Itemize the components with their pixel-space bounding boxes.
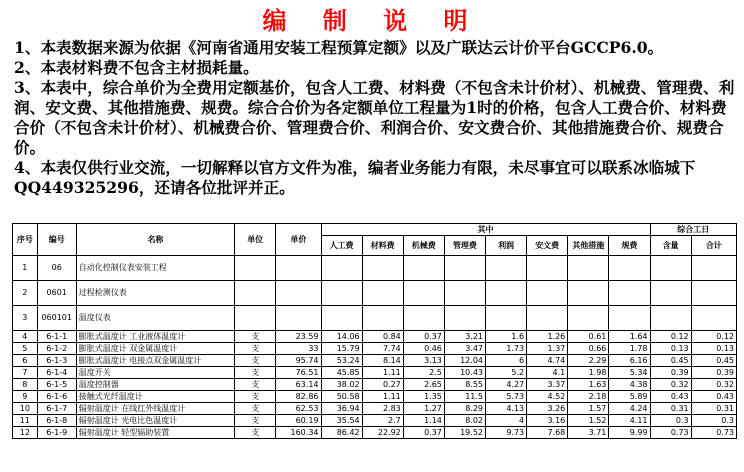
cell-management: 8.55 <box>444 379 485 391</box>
cell-unit <box>235 281 276 306</box>
cell-code: 6-1-6 <box>37 391 76 403</box>
table-row <box>13 415 737 427</box>
cell-unit: 支 <box>235 331 276 343</box>
col-quota-header: 含量 <box>650 236 691 256</box>
group-among-header: 其中 <box>321 224 650 236</box>
cell-safety: 1.37 <box>527 343 568 355</box>
cell-name: 温度开关 <box>76 367 234 379</box>
col-material-header: 材料费 <box>362 236 403 256</box>
cell-management <box>444 256 485 281</box>
cell-total: 0.39 <box>691 367 736 379</box>
cell-profit: 6 <box>486 355 527 367</box>
cell-name: 辐射温度计 在线红外线温度计 <box>76 403 234 415</box>
cell-material: 0.84 <box>362 331 403 343</box>
cell-seq: 2 <box>13 281 38 306</box>
cell-machine: 1.27 <box>403 403 444 415</box>
cell-other: 1.52 <box>568 415 609 427</box>
col-total-header: 合计 <box>691 236 736 256</box>
cell-other: 0.61 <box>568 331 609 343</box>
table-row <box>13 306 737 331</box>
cell-seq: 5 <box>13 343 38 355</box>
cell-safety: 7.68 <box>527 427 568 439</box>
page-title: 编 制 说 明 <box>262 6 482 35</box>
cell-material <box>362 281 403 306</box>
cell-code: 6-1-1 <box>37 331 76 343</box>
cell-fees <box>609 256 650 281</box>
col-profit-header: 利润 <box>486 236 527 256</box>
cell-unit: 支 <box>235 367 276 379</box>
cell-labor: 38.02 <box>321 379 362 391</box>
cell-material: 2.83 <box>362 403 403 415</box>
cell-code: 6-1-5 <box>37 379 76 391</box>
cell-quota: 0.3 <box>650 415 691 427</box>
cell-price <box>276 256 321 281</box>
note-3: 3、本表中，综合单价为全费用定额基价，包含人工费、材料费（不包含未计价材）、机械费、管理费、利润、安文费、其他措施费、规费。综合合价为各定额单位工程量为1时的价格，包含人工费合价、材料费合价（不包含未计价材）、机械费合价、管理费合价、利润合价、安文费合价、其他措施费合价、规费合价。 <box>14 78 735 157</box>
cell-total: 0.45 <box>691 355 736 367</box>
cell-code: 6-1-7 <box>37 403 76 415</box>
cell-material: 22.92 <box>362 427 403 439</box>
cell-material: 7.74 <box>362 343 403 355</box>
cell-safety: 3.16 <box>527 415 568 427</box>
cell-price: 76.51 <box>276 367 321 379</box>
cell-other: 1.98 <box>568 367 609 379</box>
table-row <box>13 427 737 439</box>
cell-unit: 支 <box>235 391 276 403</box>
cell-safety <box>527 256 568 281</box>
cell-quota <box>650 281 691 306</box>
cell-material <box>362 306 403 331</box>
cell-code: 060101 <box>37 306 76 331</box>
cell-total <box>691 256 736 281</box>
cell-quota: 0.32 <box>650 379 691 391</box>
col-labor-header: 人工费 <box>321 236 362 256</box>
cell-machine: 1.14 <box>403 415 444 427</box>
cell-price: 63.14 <box>276 379 321 391</box>
cell-labor: 14.06 <box>321 331 362 343</box>
cell-name: 膨胀式温度计 双金属温度计 <box>76 343 234 355</box>
cell-other: 2.18 <box>568 391 609 403</box>
cell-seq: 12 <box>13 427 38 439</box>
cell-profit: 4 <box>486 415 527 427</box>
cell-fees: 4.38 <box>609 379 650 391</box>
cell-unit: 支 <box>235 379 276 391</box>
cell-labor: 35.54 <box>321 415 362 427</box>
cell-material: 8.14 <box>362 355 403 367</box>
cell-safety: 3.37 <box>527 379 568 391</box>
cell-profit: 5.2 <box>486 367 527 379</box>
cell-machine: 2.65 <box>403 379 444 391</box>
group-labor-day-header: 综合工日 <box>650 224 737 236</box>
cell-quota: 0.73 <box>650 427 691 439</box>
cell-name: 膨胀式温度计 工业液体温度计 <box>76 331 234 343</box>
cell-machine: 2.5 <box>403 367 444 379</box>
cell-safety: 4.74 <box>527 355 568 367</box>
cell-other: 2.29 <box>568 355 609 367</box>
cell-profit: 5.73 <box>486 391 527 403</box>
cell-safety: 4.1 <box>527 367 568 379</box>
cell-safety: 1.26 <box>527 331 568 343</box>
cell-other: 0.66 <box>568 343 609 355</box>
note-1: 1、本表数据来源为依据《河南省通用安装工程预算定额》以及广联达云计价平台GCCP6.0。 <box>14 38 664 57</box>
table-row <box>13 343 737 355</box>
col-name-header: 名称 <box>76 224 234 256</box>
cell-total: 0.31 <box>691 403 736 415</box>
cell-quota: 0.13 <box>650 343 691 355</box>
cell-other: 1.57 <box>568 403 609 415</box>
cell-seq: 11 <box>13 415 38 427</box>
cell-seq: 3 <box>13 306 38 331</box>
cell-machine: 1.35 <box>403 391 444 403</box>
col-machine-header: 机械费 <box>403 236 444 256</box>
notes-block <box>14 38 736 198</box>
cell-code: 6-1-9 <box>37 427 76 439</box>
cell-price <box>276 306 321 331</box>
cell-profit <box>486 256 527 281</box>
cell-seq: 7 <box>13 367 38 379</box>
col-unit-header: 单位 <box>235 224 276 256</box>
cell-quota: 0.43 <box>650 391 691 403</box>
cell-material <box>362 256 403 281</box>
cell-other <box>568 281 609 306</box>
cell-machine <box>403 256 444 281</box>
cell-management: 19.52 <box>444 427 485 439</box>
cell-price: 62.53 <box>276 403 321 415</box>
cell-price: 82.86 <box>276 391 321 403</box>
cell-name: 自动化控制仪表安装工程 <box>76 256 234 281</box>
cell-unit: 支 <box>235 403 276 415</box>
cell-profit: 4.13 <box>486 403 527 415</box>
cell-fees: 5.89 <box>609 391 650 403</box>
cell-material: 1.11 <box>362 391 403 403</box>
col-fees-header: 规费 <box>609 236 650 256</box>
cell-total: 0.3 <box>691 415 736 427</box>
cell-labor: 86.42 <box>321 427 362 439</box>
cell-unit <box>235 256 276 281</box>
cell-name: 温度控制器 <box>76 379 234 391</box>
cell-quota: 0.31 <box>650 403 691 415</box>
cell-name: 过程检测仪表 <box>76 281 234 306</box>
cell-labor <box>321 281 362 306</box>
cell-other: 1.63 <box>568 379 609 391</box>
col-code-header: 编号 <box>37 224 76 256</box>
cell-total: 0.13 <box>691 343 736 355</box>
cell-labor: 53.24 <box>321 355 362 367</box>
col-management-header: 管理费 <box>444 236 485 256</box>
cell-total: 0.43 <box>691 391 736 403</box>
cell-code: 6-1-2 <box>37 343 76 355</box>
cell-management: 11.5 <box>444 391 485 403</box>
cell-safety: 4.52 <box>527 391 568 403</box>
table-row <box>13 391 737 403</box>
cell-quota: 0.45 <box>650 355 691 367</box>
cell-unit: 支 <box>235 427 276 439</box>
cell-machine <box>403 306 444 331</box>
cell-fees: 9.99 <box>609 427 650 439</box>
cell-other <box>568 306 609 331</box>
cell-seq: 10 <box>13 403 38 415</box>
note-4: 4、本表仅供行业交流，一切解释以官方文件为准，编者业务能力有限，未尽事宜可以联系冰临城下QQ449325296，还请各位批评并正。 <box>14 158 696 197</box>
cell-name: 辐射温度计 轻型辐助装置 <box>76 427 234 439</box>
cell-quota: 0.39 <box>650 367 691 379</box>
cell-profit: 9.73 <box>486 427 527 439</box>
cell-price: 33 <box>276 343 321 355</box>
cell-code: 6-1-4 <box>37 367 76 379</box>
cell-total: 0.12 <box>691 331 736 343</box>
cell-machine <box>403 281 444 306</box>
table-row <box>13 281 737 306</box>
cell-other <box>568 256 609 281</box>
cell-unit: 支 <box>235 343 276 355</box>
table-body <box>13 256 737 439</box>
cell-fees: 1.64 <box>609 331 650 343</box>
note-2: 2、本表材料费不包含主材损耗量。 <box>14 58 259 77</box>
cell-fees: 1.78 <box>609 343 650 355</box>
cell-fees: 5.34 <box>609 367 650 379</box>
cell-seq: 8 <box>13 379 38 391</box>
cell-name: 辐射温度计 光电比色温度计 <box>76 415 234 427</box>
cell-total <box>691 281 736 306</box>
cell-price: 160.34 <box>276 427 321 439</box>
cell-management: 3.47 <box>444 343 485 355</box>
cell-management <box>444 306 485 331</box>
col-price-header: 单价 <box>276 224 321 256</box>
cell-price: 60.19 <box>276 415 321 427</box>
cell-price: 23.59 <box>276 331 321 343</box>
cell-management <box>444 281 485 306</box>
cell-quota <box>650 256 691 281</box>
cell-quota: 0.12 <box>650 331 691 343</box>
cell-fees: 4.11 <box>609 415 650 427</box>
cell-name: 接触式光纤温度计 <box>76 391 234 403</box>
cell-safety <box>527 306 568 331</box>
cell-unit: 支 <box>235 415 276 427</box>
cell-management: 8.29 <box>444 403 485 415</box>
cell-safety <box>527 281 568 306</box>
cell-labor <box>321 256 362 281</box>
cell-unit <box>235 306 276 331</box>
cell-labor: 50.58 <box>321 391 362 403</box>
cell-price: 95.74 <box>276 355 321 367</box>
cell-fees <box>609 281 650 306</box>
table-row <box>13 379 737 391</box>
cell-material: 0.27 <box>362 379 403 391</box>
cell-other: 3.71 <box>568 427 609 439</box>
cell-management: 8.02 <box>444 415 485 427</box>
cell-name: 膨胀式温度计 电接点双金属温度计 <box>76 355 234 367</box>
cell-seq: 1 <box>13 256 38 281</box>
cell-profit: 4.27 <box>486 379 527 391</box>
cell-fees: 4.24 <box>609 403 650 415</box>
cell-seq: 4 <box>13 331 38 343</box>
cell-profit: 1.6 <box>486 331 527 343</box>
table-row <box>13 355 737 367</box>
cell-code: 6-1-3 <box>37 355 76 367</box>
cell-profit: 1.73 <box>486 343 527 355</box>
table-row <box>13 331 737 343</box>
table-row <box>13 403 737 415</box>
cell-management: 3.21 <box>444 331 485 343</box>
cell-machine: 0.37 <box>403 427 444 439</box>
cell-total <box>691 306 736 331</box>
cell-total: 0.73 <box>691 427 736 439</box>
col-seq-header: 序号 <box>13 224 38 256</box>
quota-table <box>12 223 737 439</box>
cell-quota <box>650 306 691 331</box>
cell-labor: 45.85 <box>321 367 362 379</box>
cell-labor: 36.94 <box>321 403 362 415</box>
cell-machine: 0.46 <box>403 343 444 355</box>
cell-machine: 3.13 <box>403 355 444 367</box>
cell-fees <box>609 306 650 331</box>
cell-labor: 15.79 <box>321 343 362 355</box>
cell-seq: 9 <box>13 391 38 403</box>
cell-price <box>276 281 321 306</box>
col-other-header: 其他措施 <box>568 236 609 256</box>
table-row <box>13 367 737 379</box>
cell-seq: 6 <box>13 355 38 367</box>
cell-material: 2.7 <box>362 415 403 427</box>
cell-material: 1.11 <box>362 367 403 379</box>
cell-profit <box>486 306 527 331</box>
cell-code: 6-1-8 <box>37 415 76 427</box>
table-row <box>13 256 737 281</box>
cell-unit: 支 <box>235 355 276 367</box>
cell-safety: 3.26 <box>527 403 568 415</box>
cell-code: 06 <box>37 256 76 281</box>
col-safety-header: 安文费 <box>527 236 568 256</box>
cell-code: 0601 <box>37 281 76 306</box>
cell-machine: 0.37 <box>403 331 444 343</box>
cell-profit <box>486 281 527 306</box>
cell-labor <box>321 306 362 331</box>
cell-management: 12.04 <box>444 355 485 367</box>
cell-name: 温度仪表 <box>76 306 234 331</box>
cell-total: 0.32 <box>691 379 736 391</box>
cell-fees: 6.16 <box>609 355 650 367</box>
cell-management: 10.43 <box>444 367 485 379</box>
